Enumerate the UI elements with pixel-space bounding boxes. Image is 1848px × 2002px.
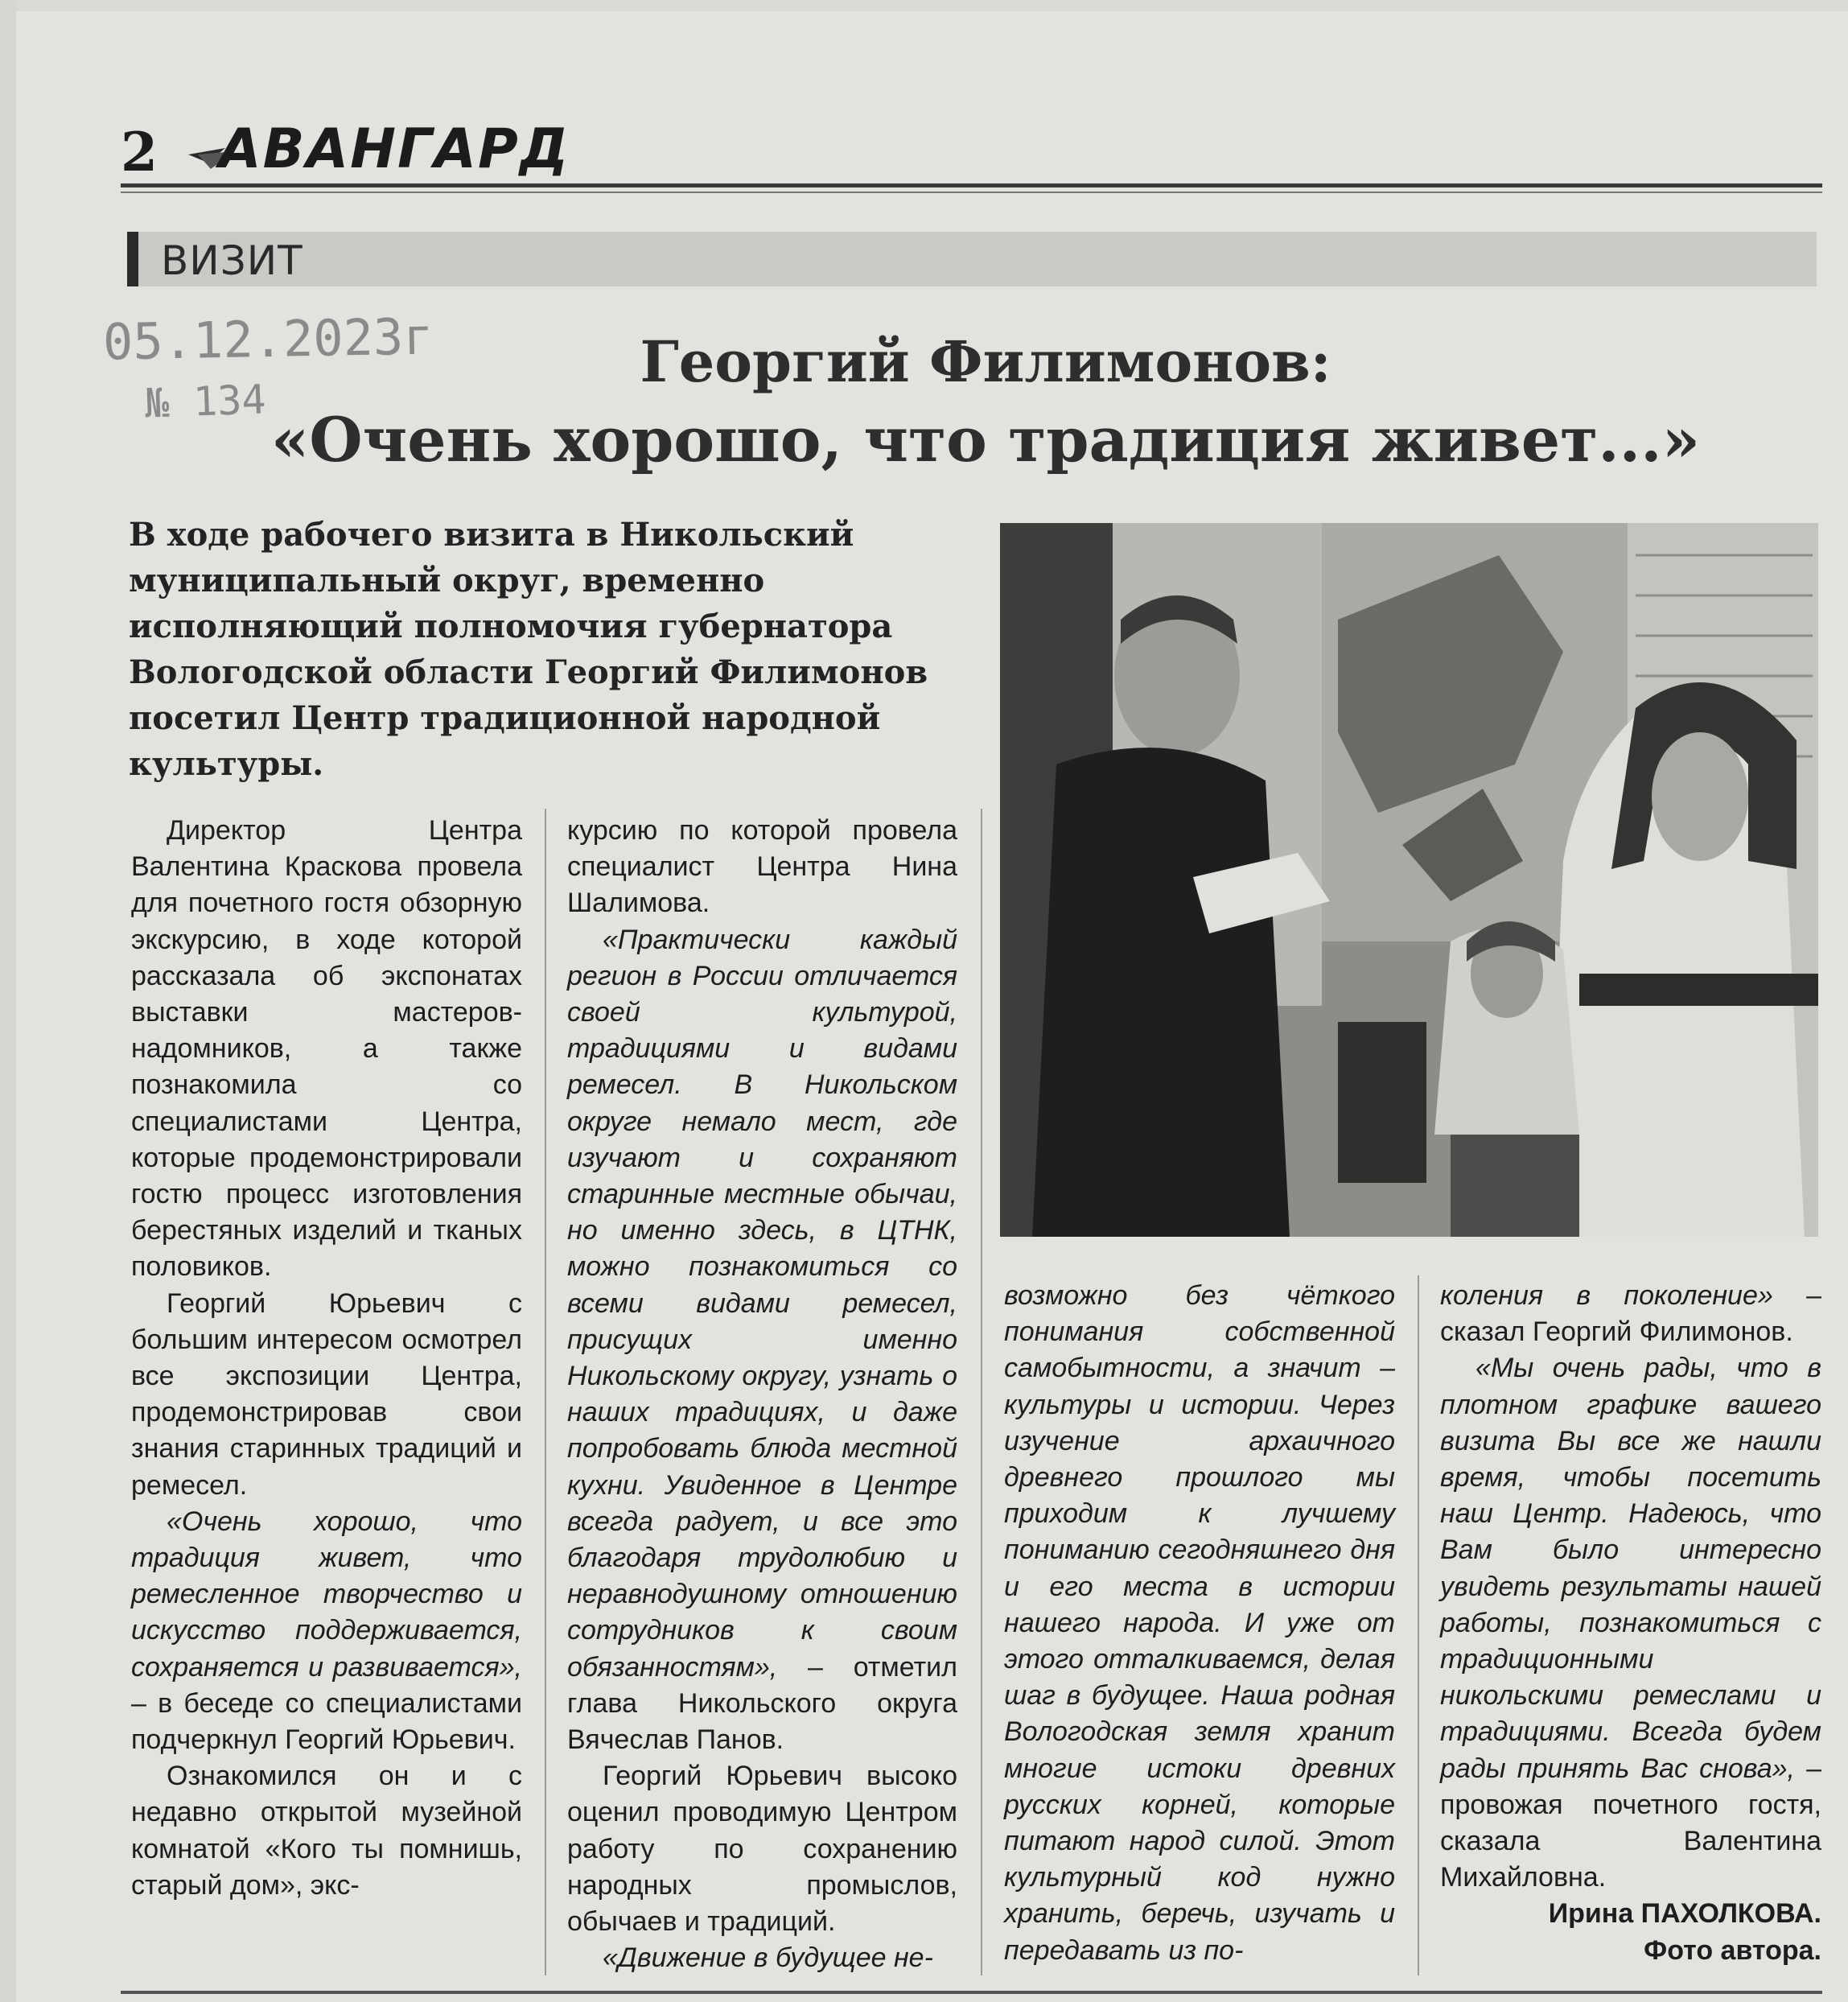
masthead-rule-thin <box>121 192 1822 193</box>
paper-edge-left <box>0 0 16 2002</box>
quote: коления в поколение» <box>1440 1280 1773 1311</box>
paragraph-quote <box>1440 1350 1821 1896</box>
rubric-label: ВИЗИТ <box>161 237 303 284</box>
quote: «Практически каждый регион в России отличается своей культурой, традициями и видами ремесел. В Никольском округе немало мест, где изучают и сохраняют старинные местные обычаи, но именно здесь, в ЦТНК, можно познакомиться со всеми видами ремесел, присущих именно Никольскому округу, узнать о наших традициях, и даже попробовать блюда местной кухни. Увиденное в Центре всегда радует, и все это благодаря трудолюбию и неравнодушному отношению сотрудников к своим обязанностям», <box>567 924 957 1683</box>
headline-line-2: «Очень хорошо, что традиция живет...» <box>270 404 1701 476</box>
article-headline <box>241 328 1730 484</box>
article-lead: В ходе рабочего визита в Никольский муниципальный округ, временно исполняющий полномочия губернатора Вологодской области Георгий Филимонов посетил Центр традиционной народной культуры. <box>129 516 928 783</box>
attribution: – провожая почетного гостя, сказала Валентина Михайловна. <box>1440 1753 1822 1893</box>
author-signature: Ирина ПАХОЛКОВА. <box>1548 1898 1821 1930</box>
page-number: 2 <box>121 121 158 183</box>
handwritten-issue-number: № 134 <box>144 376 267 427</box>
newspaper-logo <box>187 117 570 183</box>
article-photo <box>1000 523 1818 1237</box>
paragraph: Ознакомился он и с недавно открытой музейной комнатой «Кого ты помнишь, старый дом», экс- <box>131 1761 522 1901</box>
attribution: – в беседе со специалистами подчеркнул Георгий Юрьевич. <box>131 1687 522 1756</box>
handwritten-date: 05.12.2023г <box>102 307 434 372</box>
text-column-2 <box>567 813 957 1977</box>
paragraph-quote <box>1440 1278 1821 1350</box>
quote: «Мы очень рады, что в плотном графике вашего визита Вы все же нашли время, чтобы посетить наш Центр. Надеюсь, что Вам было интересно увидеть результаты нашей работы, познакомиться с традиционными никольскими ремеслами и традициями. Всегда будем рады принять Вас снова», <box>1440 1353 1821 1784</box>
photo-illustration <box>1000 523 1818 1237</box>
logo-text: АВАНГАРД <box>219 117 570 181</box>
paragraph-quote: возможно без чёткого понимания собственной самобытности, а значит – культуры и истории. Через изучение архаичного древнего прошлого мы приходим к лучшему пониманию сегодняшнего дня и его места в истории нашего народа. И уже от этого отталкиваемся, делая шаг в будущее. Наша родная Вологодская земля хранит многие истоки древних русских корней, которые питают народ силой. Этот культурный код нужно хранить, беречь, изучать и передавать из по- <box>1004 1280 1395 1966</box>
page-bottom-rule <box>121 1991 1822 1994</box>
headline-line-1: Георгий Филимонов: <box>640 328 1331 395</box>
rubric-marker <box>127 232 138 286</box>
rubric-bar <box>127 232 1817 286</box>
paragraph: Директор Центра Валентина Краскова провела для почетного гостя обзорную экскурсию, в ходе которой рассказала об экспонатах выставки мастеров-надомников, а также познакомила со специалистами Центра, которые продемонстрировали гостю процесс изготовления берестяных изделий и тканых половиков. <box>131 815 522 1283</box>
quote: «Очень хорошо, что традиция живет, что ремесленное творчество и искусство поддерживается, сохраняется и развивается», <box>131 1506 522 1683</box>
attribution: – отметил глава Никольского округа Вячеслав Панов. <box>567 1651 957 1756</box>
column-divider-2 <box>981 809 982 1975</box>
paper-edge-top <box>0 0 1848 11</box>
paragraph-quote <box>131 1504 522 1758</box>
paragraph: Георгий Юрьевич с большим интересом осмотрел все экспозиции Центра, продемонстрировав свои знания старинных традиций и ремесел. <box>131 1287 522 1501</box>
attribution: – сказал Георгий Филимонов. <box>1440 1280 1822 1348</box>
photo-credit: Фото автора. <box>1644 1934 1821 1966</box>
text-column-1 <box>131 813 522 1904</box>
paragraph: курсию по которой провела специалист Центра Нина Шалимова. <box>567 815 957 919</box>
paragraph: Георгий Юрьевич высоко оценил проводимую Центром работу по сохранению народных промыслов, обычаев и традиций. <box>567 1761 957 1938</box>
column-divider-3 <box>1418 1275 1419 1975</box>
text-column-4 <box>1440 1278 1821 1969</box>
paragraph-quote: «Движение в будущее не- <box>603 1942 933 1974</box>
paragraph-quote <box>567 922 957 1759</box>
masthead-rule <box>121 183 1822 187</box>
text-column-3 <box>1004 1278 1395 1969</box>
column-divider-1 <box>545 809 546 1975</box>
